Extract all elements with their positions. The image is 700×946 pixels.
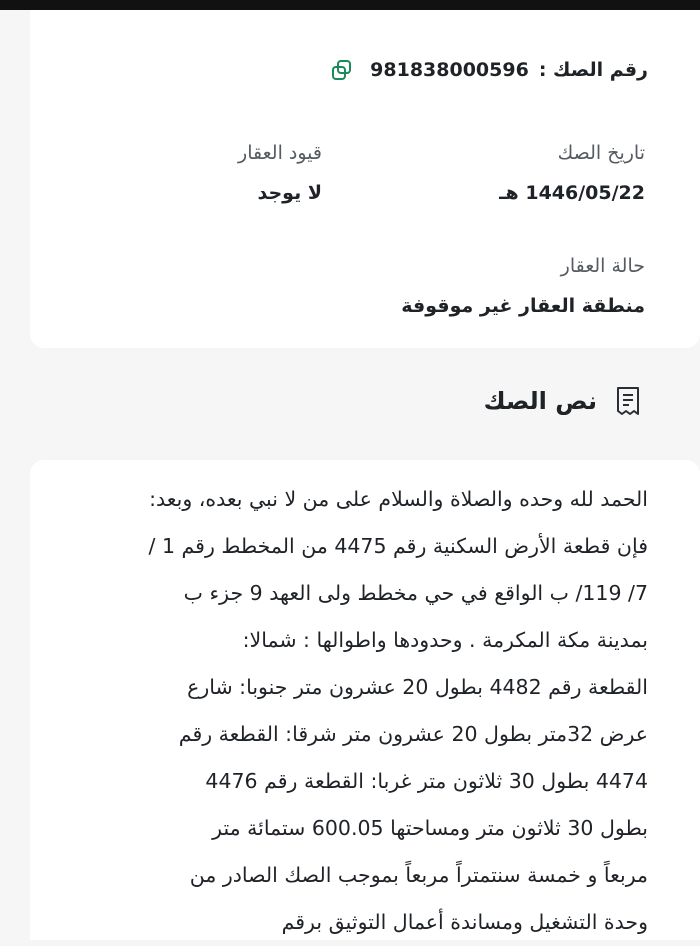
deed-text-line: 4474 بطول 30 ثلاثون متر غربا: القطعة رقم 4476 xyxy=(205,769,648,793)
deed-text-line: بطول 30 ثلاثون متر ومساحتها 600.05 ستمائة متر xyxy=(212,816,648,840)
deed-text-line: وحدة التشغيل ومساندة أعمال التوثيق برقم xyxy=(281,910,648,934)
copy-icon[interactable] xyxy=(330,58,354,82)
property-restrictions-label: قيود العقار xyxy=(238,142,322,164)
deed-text-title: نص الصك xyxy=(483,387,597,415)
deed-text-line: القطعة رقم 4482 بطول 20 عشرون متر جنوبا: شارع xyxy=(187,675,648,699)
deed-text-line: بمدينة مكة المكرمة . وحدودها واطوالها : شمالا: xyxy=(242,628,648,652)
property-restrictions-value: لا يوجد xyxy=(257,182,322,204)
deed-number-row xyxy=(330,58,648,82)
document-list-icon xyxy=(611,384,645,418)
property-status-value: منطقة العقار غير موقوفة xyxy=(401,295,645,317)
deed-number-label: رقم الصك : xyxy=(538,59,648,81)
deed-text-line: 7/ 119/ ب الواقع في حي مخطط ولى العهد 9 جزء ب xyxy=(183,581,648,605)
status-bar xyxy=(0,0,700,10)
deed-number-value: 981838000596 xyxy=(370,59,529,81)
deed-text-line: مربعاً و خمسة سنتمتراً مربعاً بموجب الصك الصادر من xyxy=(189,863,648,887)
deed-text-line: الحمد لله وحده والصلاة والسلام على من لا نبي بعده، وبعد: xyxy=(149,487,648,511)
deed-text-body xyxy=(63,476,648,946)
deed-text-line: عرض 32متر بطول 20 عشرون متر شرقا: القطعة رقم xyxy=(178,722,648,746)
deed-text-line: فإن قطعة الأرض السكنية رقم 4475 من المخطط رقم 1 / xyxy=(148,534,648,558)
property-status-label: حالة العقار xyxy=(560,255,645,277)
deed-date-value: 1446/05/22 هـ xyxy=(499,182,645,204)
property-restrictions-field xyxy=(238,142,322,204)
deed-text-section-header xyxy=(484,384,645,418)
property-status-field xyxy=(401,255,645,317)
deed-date-field xyxy=(499,142,645,204)
deed-date-label: تاريخ الصك xyxy=(557,142,645,164)
